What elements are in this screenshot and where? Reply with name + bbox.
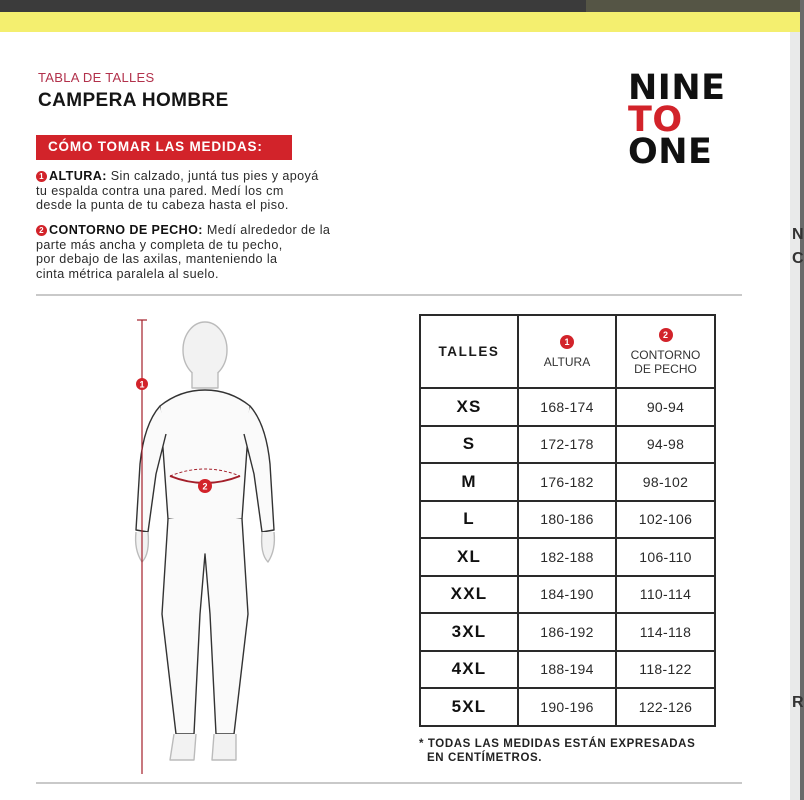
pecho-cell: 90-94 (646, 398, 685, 415)
header-pecho-label: DE PECHO (634, 361, 697, 376)
edge-text-fragment: N (792, 226, 804, 243)
header-pecho-label: CONTORNO (630, 347, 701, 362)
table-row (421, 689, 714, 725)
altura-cell: 180-186 (519, 502, 617, 538)
instruction-label: CONTORNO DE PECHO: (49, 223, 203, 237)
logo-line: NINE (628, 68, 726, 108)
pecho-cell: 122-126 (638, 699, 693, 715)
size-cell: 4XL (421, 652, 519, 688)
header-altura (519, 316, 617, 387)
pecho-number-badge: 2 (659, 328, 673, 342)
browser-topbar (0, 0, 586, 12)
footnote-line: EN CENTÍMETROS. (427, 752, 543, 764)
instruction-text: por debajo de las axilas, manteniendo la (36, 252, 278, 267)
table-row (421, 502, 714, 540)
step-number-badge: 1 (36, 171, 47, 182)
size-cell: XS (421, 389, 519, 425)
logo-line: TO (628, 100, 683, 140)
altura-cell: 176-182 (519, 464, 617, 500)
size-cell: L (421, 502, 519, 538)
pecho-cell: 106-110 (639, 548, 692, 565)
altura-cell: 172-178 (519, 427, 617, 463)
pecho-cell: 98-102 (642, 473, 689, 490)
body-silhouette-illustration (120, 314, 290, 774)
chart-title: CAMPERA HOMBRE (38, 90, 229, 111)
instruction-chest (36, 223, 396, 281)
size-cell: 5XL (421, 689, 519, 725)
altura-cell: 182-188 (519, 539, 617, 575)
table-row (421, 577, 714, 615)
height-marker-number: 1 (139, 379, 145, 390)
table-row (421, 427, 714, 465)
instruction-text: parte más ancha y completa de tu pecho, (36, 237, 283, 252)
step-number-badge: 2 (36, 225, 47, 236)
yellow-header-strip (0, 12, 800, 32)
altura-cell: 190-196 (519, 689, 617, 725)
table-row (421, 539, 714, 577)
altura-number-badge: 1 (560, 335, 574, 349)
size-chart-card (0, 32, 790, 800)
pecho-cell: 114-118 (639, 623, 692, 640)
table-row (421, 464, 714, 502)
divider-top (36, 294, 742, 296)
altura-cell: 184-190 (519, 577, 617, 613)
instruction-text: cinta métrica paralela al suelo. (36, 266, 219, 281)
instruction-text: tu espalda contra una pared. Medí los cm (36, 183, 284, 198)
table-row (421, 389, 714, 427)
logo-line: ONE (628, 132, 713, 172)
instruction-text: desde la punta de tu cabeza hasta el piso. (36, 198, 289, 213)
footnote-line: * TODAS LAS MEDIDAS ESTÁN EXPRESADAS (419, 738, 696, 750)
pecho-cell: 102-106 (638, 511, 693, 528)
size-cell: 3XL (421, 614, 519, 650)
how-to-measure-banner: CÓMO TOMAR LAS MEDIDAS: (36, 135, 292, 160)
altura-cell: 168-174 (519, 389, 617, 425)
size-cell: XL (421, 539, 519, 575)
chart-subtitle: TABLA DE TALLES (38, 70, 155, 85)
size-cell: S (421, 427, 519, 463)
altura-cell: 188-194 (519, 652, 617, 688)
size-table (419, 314, 716, 727)
header-pecho (617, 316, 714, 387)
table-row (421, 614, 714, 652)
header-altura-label: ALTURA (543, 354, 591, 369)
size-cell: XXL (421, 577, 519, 613)
instruction-text: Medí alrededor de la (206, 223, 331, 237)
right-side-panel (790, 32, 800, 800)
divider-bottom (36, 782, 742, 784)
brand-logo (628, 68, 726, 172)
instruction-text: Sin calzado, juntá tus pies y apoyá (110, 169, 319, 183)
measurement-footnote (419, 737, 729, 765)
chest-marker-number: 2 (202, 481, 208, 492)
pecho-cell: 118-122 (639, 661, 692, 678)
header-talles: TALLES (421, 316, 519, 387)
pecho-cell: 94-98 (646, 436, 685, 453)
pecho-cell: 110-114 (639, 586, 692, 603)
instruction-height (36, 169, 396, 213)
edge-text-fragment: C (792, 250, 804, 267)
table-header-row (421, 316, 714, 389)
edge-text-fragment: R (792, 694, 804, 711)
table-row (421, 652, 714, 690)
size-cell: M (421, 464, 519, 500)
instruction-label: ALTURA: (49, 169, 107, 183)
altura-cell: 186-192 (519, 614, 617, 650)
